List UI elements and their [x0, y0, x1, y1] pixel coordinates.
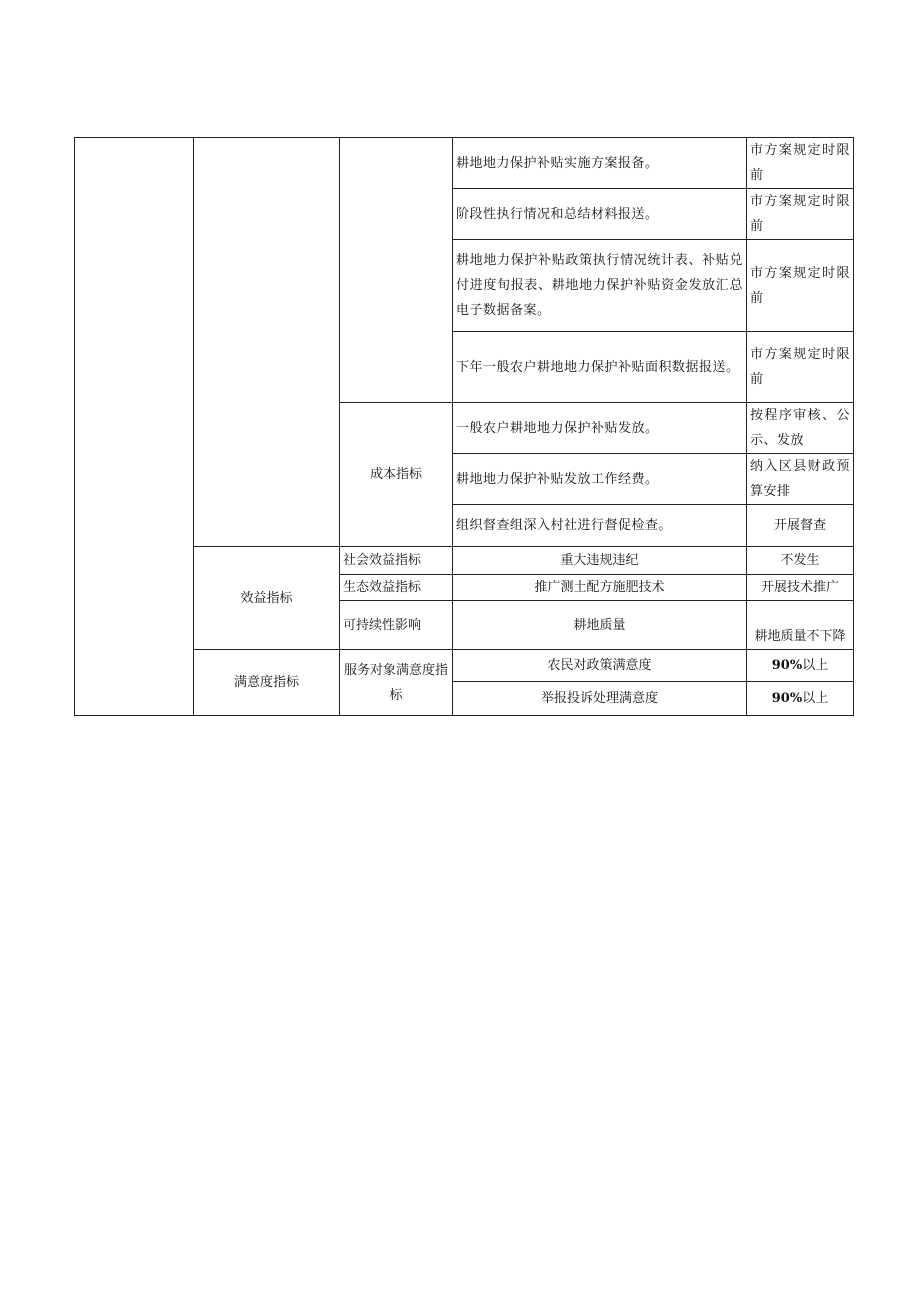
indicator-target [747, 682, 854, 716]
indicator-content: 耕地地力保护补贴政策执行情况统计表、补贴兑付进度旬报表、耕地地力保护补贴资金发放汇总电子数据备案。 [453, 240, 747, 332]
indicator-target: 市方案规定时限前 [747, 240, 854, 332]
sub-indicator-label: 生态效益指标 [340, 575, 453, 601]
indicator-target: 耕地质量不下降 [747, 601, 854, 650]
indicator-target: 市方案规定时限前 [747, 138, 854, 189]
indicator-target: 开展督查 [747, 505, 854, 547]
sub-indicator-label: 社会效益指标 [340, 547, 453, 575]
indicator-content: 重大违规违纪 [453, 547, 747, 575]
target-number: 90% [771, 658, 803, 673]
indicator-target: 纳入区县财政预算安排 [747, 454, 854, 505]
cost-indicator-label: 成本指标 [340, 403, 453, 547]
benefit-indicator-label: 效益指标 [194, 547, 340, 650]
table-row [75, 138, 854, 189]
indicator-target [747, 650, 854, 682]
indicator-target: 不发生 [747, 547, 854, 575]
indicator-content: 耕地地力保护补贴实施方案报备。 [453, 138, 747, 189]
sub-indicator-label: 服务对象满意度指标 [340, 650, 453, 716]
target-number: 90% [771, 691, 803, 706]
indicator-target: 市方案规定时限前 [747, 189, 854, 240]
level2-cell-empty [194, 138, 340, 547]
indicator-target: 开展技术推广 [747, 575, 854, 601]
indicator-content: 举报投诉处理满意度 [453, 682, 747, 716]
indicator-table [74, 137, 854, 716]
level1-cell-empty [75, 138, 194, 716]
indicator-content: 耕地质量 [453, 601, 747, 650]
indicator-content: 阶段性执行情况和总结材料报送。 [453, 189, 747, 240]
indicator-content: 农民对政策满意度 [453, 650, 747, 682]
indicator-content: 下年一般农户耕地地力保护补贴面积数据报送。 [453, 332, 747, 403]
indicator-content: 组织督查组深入村社进行督促检查。 [453, 505, 747, 547]
indicator-target: 按程序审核、公示、发放 [747, 403, 854, 454]
indicator-content: 耕地地力保护补贴发放工作经费。 [453, 454, 747, 505]
indicator-content: 推广测土配方施肥技术 [453, 575, 747, 601]
target-suffix: 以上 [802, 691, 829, 706]
sub-indicator-label: 可持续性影响 [340, 601, 453, 650]
indicator-content: 一般农户耕地地力保护补贴发放。 [453, 403, 747, 454]
level3-cell-empty [340, 138, 453, 403]
target-suffix: 以上 [802, 658, 829, 673]
indicator-target: 市方案规定时限前 [747, 332, 854, 403]
satisfaction-indicator-label: 满意度指标 [194, 650, 340, 716]
